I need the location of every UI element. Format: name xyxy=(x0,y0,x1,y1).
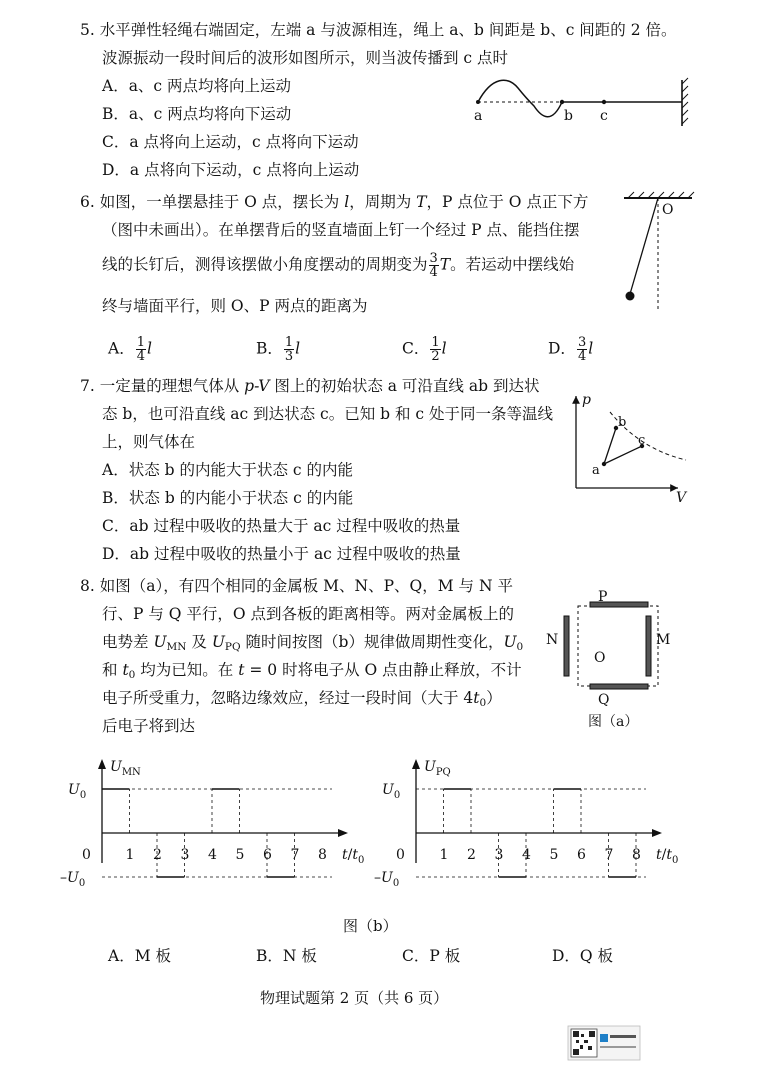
y-axis-arrow xyxy=(412,759,420,769)
q5-option-c: C．a 点将向上运动，c 点将向下运动 xyxy=(102,133,359,151)
q7-axis-v: V xyxy=(676,490,687,506)
q6-pendulum-figure xyxy=(620,190,700,320)
x-tick-label: 5 xyxy=(549,847,559,863)
q7-option-d: D．ab 过程中吸收的热量小于 ac 过程中吸收的热量 xyxy=(102,545,461,563)
q5-label-a: a xyxy=(474,108,483,124)
x-tick-label: 3 xyxy=(494,847,504,863)
q5-label-b: b xyxy=(564,108,573,124)
q8-line3: 电势差 $U_{MN}$ 及 $U_{PQ}$ 随时间按图（b）规律做周期性变化，$U_0$ xyxy=(102,633,524,653)
x-tick-label: 0 xyxy=(82,847,91,863)
q6-option-b: B． $\frac{1}{3}$ l xyxy=(256,335,301,364)
q8-plates-figure xyxy=(546,589,680,730)
q7-label-c: c xyxy=(638,433,646,448)
q6-line3: 线的长钉后，测得该摆做小角度摆动的周期变为 $\frac{3}{4}$ T。若运动中摆线始 xyxy=(102,251,575,280)
x-tick-label: 4 xyxy=(522,847,531,863)
q5-line1: 5. 水平弹性轻绳右端固定，左端 a 与波源相连，绳上 a、b 间距是 b、c 间距的 2 倍。 xyxy=(80,21,677,39)
x-tick-label: 6 xyxy=(577,847,586,863)
x-axis-arrow xyxy=(338,829,348,837)
qr-code-stamp xyxy=(568,1026,640,1060)
q8-line5: 电子所受重力，忽略边缘效应，经过一段时间（大于 $4t_0$） xyxy=(102,689,502,709)
q5-label-c: c xyxy=(600,108,608,124)
x-tick-label: 2 xyxy=(467,847,476,863)
x-axis-label: $t/t_0$ xyxy=(342,847,365,866)
q8-line6: 后电子将到达 xyxy=(102,717,196,735)
y-tick-label: $-U_0$ xyxy=(60,870,86,889)
x-tick-label: 8 xyxy=(632,847,641,863)
q7-pv-figure xyxy=(566,390,696,506)
q8-line2: 行、P 与 Q 平行，O 点到各板的距离相等。两对金属板上的 xyxy=(102,605,515,623)
x-tick-label: 1 xyxy=(125,847,135,863)
chart-upq xyxy=(370,755,680,900)
x-tick-label: 7 xyxy=(604,847,614,863)
page-footer: 物理试题第 2 页（共 6 页） xyxy=(260,989,449,1007)
q6-option-c: C． $\frac{1}{2}$ l xyxy=(402,335,447,364)
q8-line1: 8. 如图（a），有四个相同的金属板 M、N、P、Q，M 与 N 平 xyxy=(80,577,513,595)
q6-line2: （图中未画出）。在单摆背后的竖直墙面上钉一个经过 P 点、能挡住摆 xyxy=(102,221,580,239)
x-tick-label: 2 xyxy=(153,847,162,863)
q8-option-b: B．N 板 xyxy=(256,947,317,965)
q7-option-c: C．ab 过程中吸收的热量大于 ac 过程中吸收的热量 xyxy=(102,517,461,535)
x-tick-label: 5 xyxy=(235,847,245,863)
q5-wave-figure xyxy=(470,72,700,132)
q8-label-o: O xyxy=(594,650,606,666)
q8-option-c: C．P 板 xyxy=(402,947,461,965)
y-axis-label: $U_{PQ}$ xyxy=(424,759,451,778)
q5-option-a: A．a、c 两点均将向上运动 xyxy=(102,77,292,95)
q8-fig-b-caption: 图（b） xyxy=(343,917,398,935)
q5-option-b: B．a、c 两点均将向下运动 xyxy=(102,105,292,123)
q6-fraction: $\frac{3}{4}$ xyxy=(429,251,438,280)
x-tick-label: 4 xyxy=(208,847,217,863)
q8-line4: 和 $t_0$ 均为已知。在 t = 0 时将电子从 O 点由静止释放，不计 xyxy=(102,661,522,681)
q8-fig-a-caption: 图（a） xyxy=(588,714,639,730)
y-tick-label: $U_0$ xyxy=(382,782,401,801)
q8-label-p: P xyxy=(598,589,608,605)
q7-label-a: a xyxy=(592,463,600,478)
x-tick-label: 7 xyxy=(290,847,300,863)
q7-option-b: B．状态 b 的内能小于状态 c 的内能 xyxy=(102,489,354,507)
q8-option-d: D．Q 板 xyxy=(552,947,614,965)
q8-label-m: M xyxy=(656,632,671,648)
y-tick-label: $U_0$ xyxy=(68,782,87,801)
x-tick-label: 6 xyxy=(263,847,272,863)
q6-line1: 6. 如图，一单摆悬挂于 O 点，摆长为 l，周期为 T，P 点位于 O 点正下方 xyxy=(80,193,589,211)
x-axis-label: $t/t_0$ xyxy=(656,847,679,866)
q8-label-n: N xyxy=(546,632,559,648)
y-tick-label: $-U_0$ xyxy=(374,870,400,889)
x-tick-label: 3 xyxy=(180,847,190,863)
chart-umn xyxy=(60,755,365,900)
q6-label-o: O xyxy=(662,202,674,218)
q6-option-d: D． $\frac{3}{4}$ l xyxy=(548,335,594,364)
q7-line2: 态 b，也可沿直线 ac 到达状态 c。已知 b 和 c 处于同一条等温线 xyxy=(102,405,554,423)
q5-option-d: D．a 点将向下运动，c 点将向上运动 xyxy=(102,161,360,179)
q7-option-a: A．状态 b 的内能大于状态 c 的内能 xyxy=(102,461,354,479)
q6-line4: 终与墙面平行，则 O、P 两点的距离为 xyxy=(102,297,368,315)
q6-option-a: A． $\frac{1}{4}$ l xyxy=(108,335,152,364)
q7-label-b: b xyxy=(618,415,627,430)
x-tick-label: 1 xyxy=(439,847,449,863)
q8-label-q: Q xyxy=(598,692,610,708)
q8-option-a: A．M 板 xyxy=(108,947,171,965)
y-axis-label: $U_{MN}$ xyxy=(110,759,141,778)
x-tick-label: 8 xyxy=(318,847,327,863)
x-tick-label: 0 xyxy=(396,847,405,863)
y-axis-arrow xyxy=(98,759,106,769)
q7-line3: 上，则气体在 xyxy=(102,433,196,451)
q7-line1: 7. 一定量的理想气体从 p-V 图上的初始状态 a 可沿直线 ab 到达状 xyxy=(80,377,540,395)
q7-axis-p: p xyxy=(582,392,591,408)
x-axis-arrow xyxy=(652,829,662,837)
q5-line2: 波源振动一段时间后的波形如图所示，则当波传播到 c 点时 xyxy=(102,49,509,67)
